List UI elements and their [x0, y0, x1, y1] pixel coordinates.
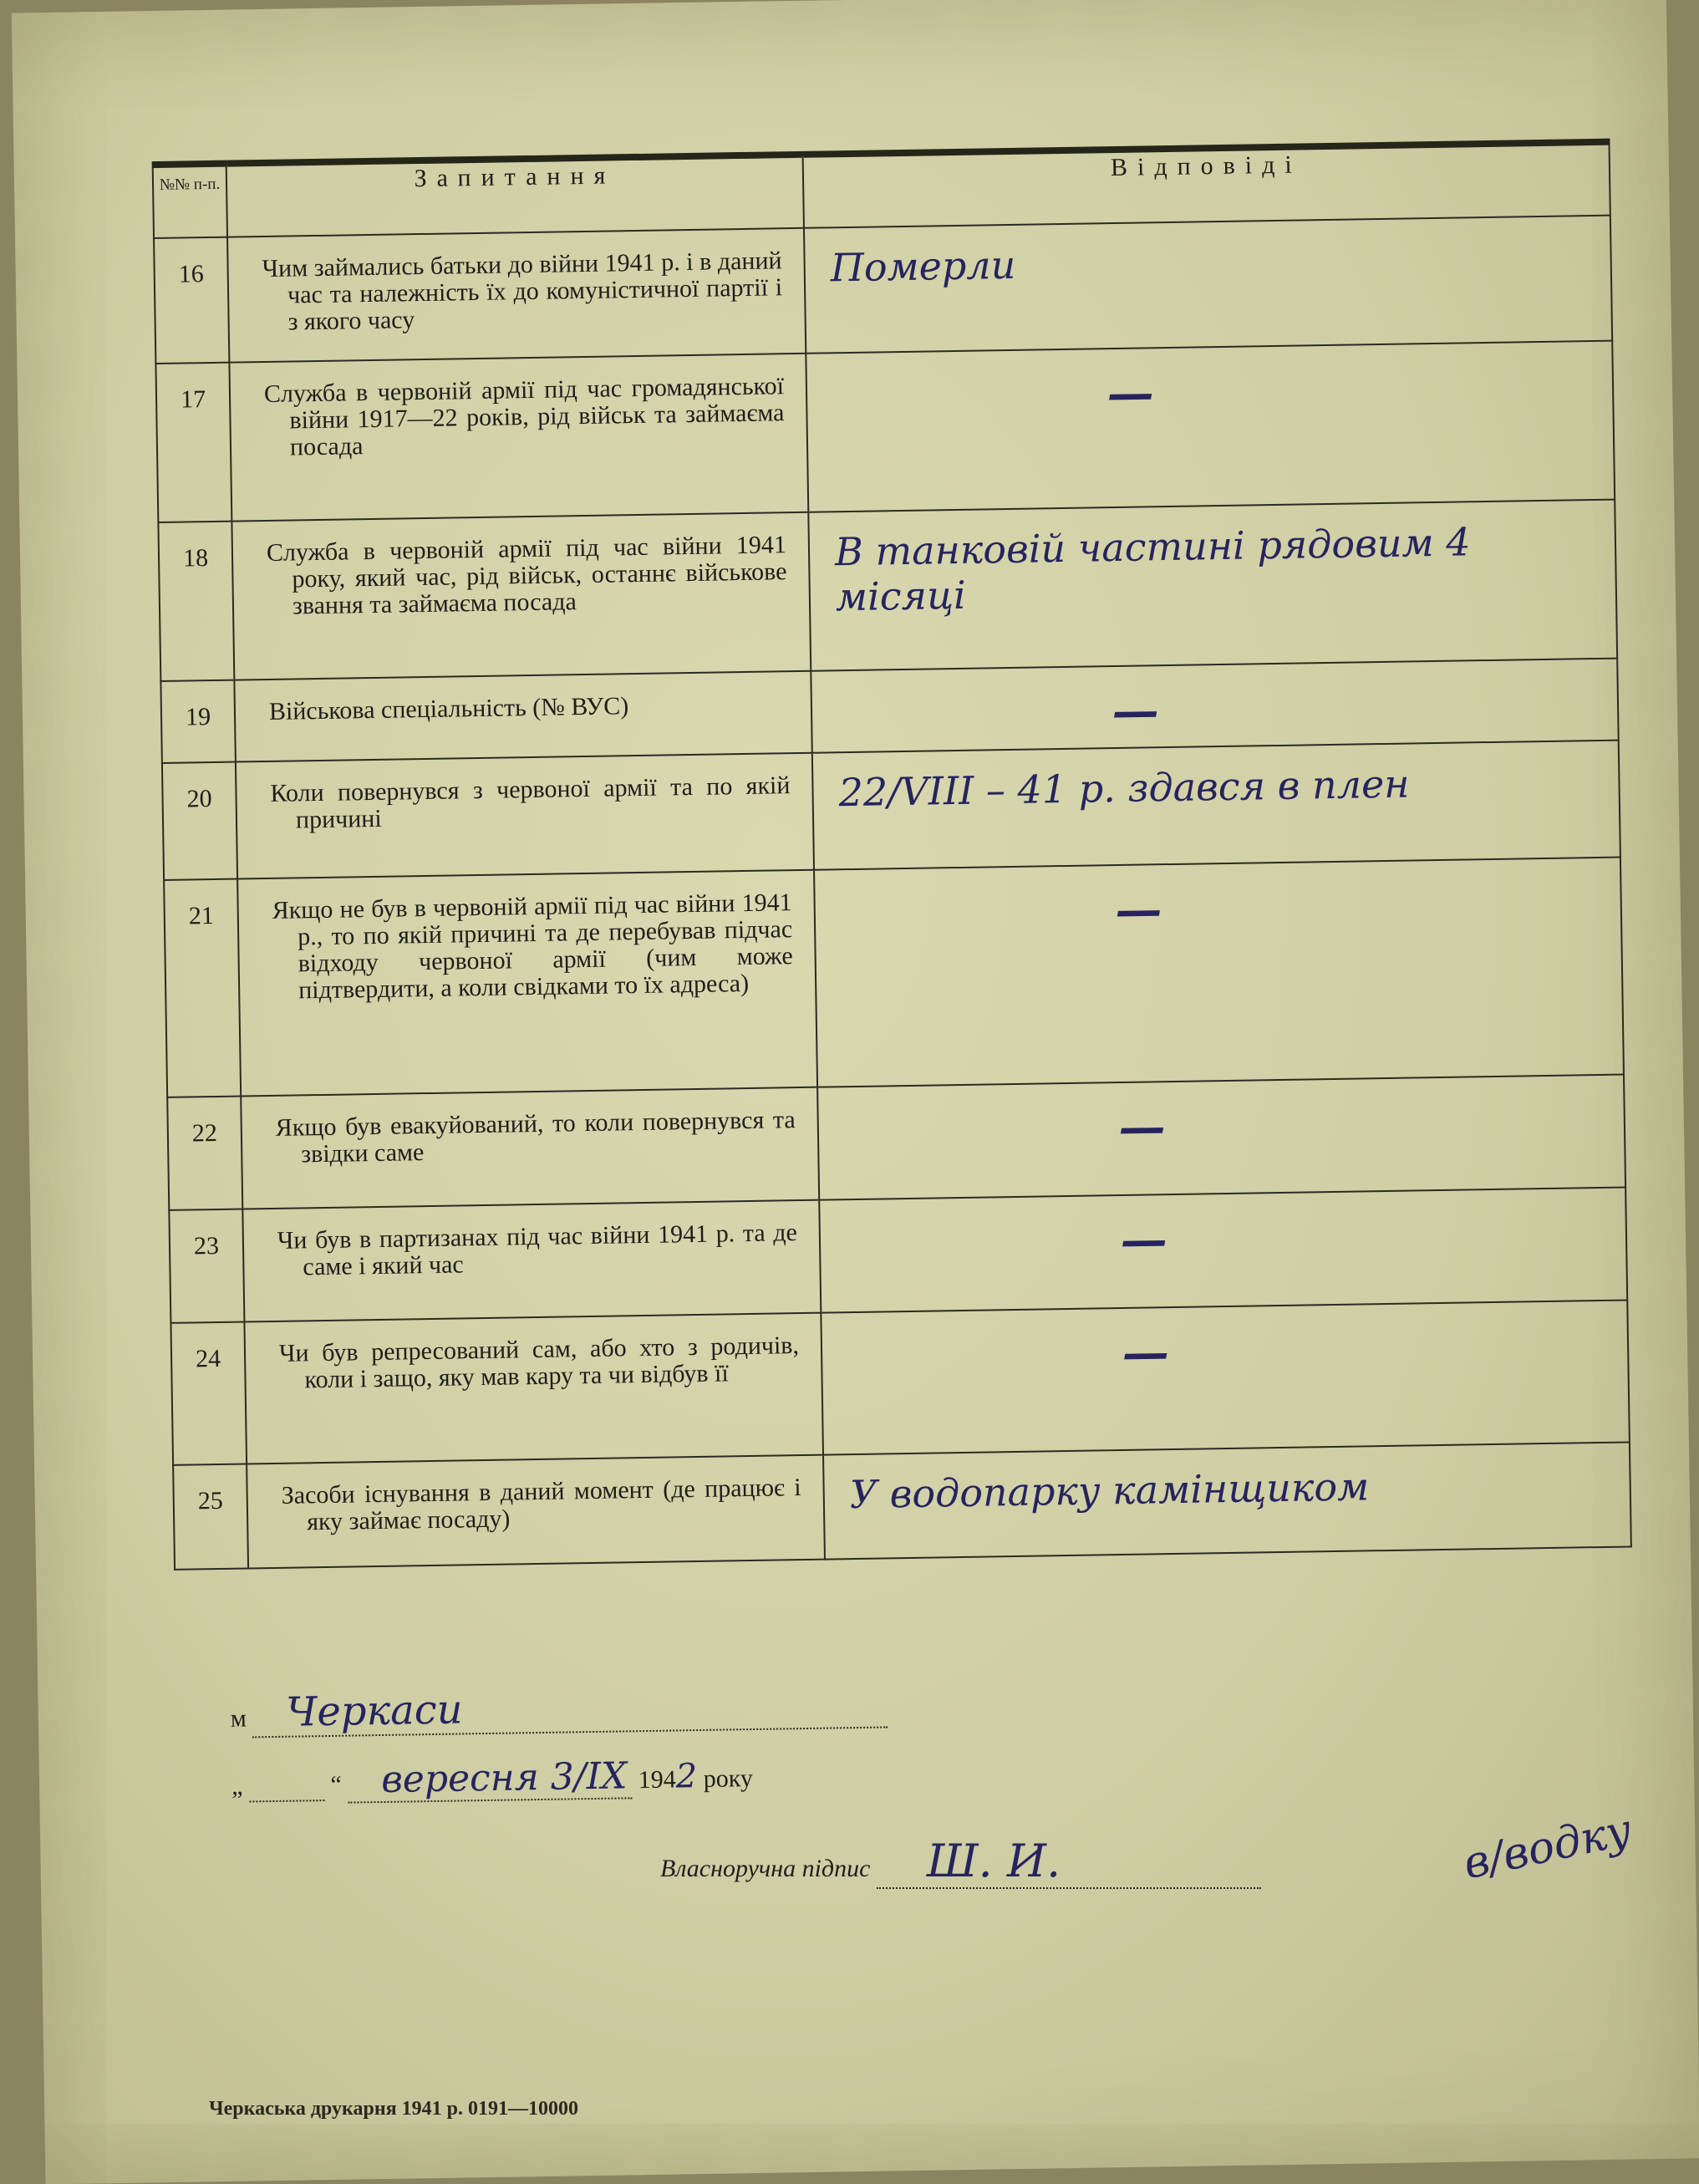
row-answer: —: [806, 341, 1615, 512]
side-handwritten-note: в/водку: [1458, 1805, 1636, 1890]
signature-label: Власноручна підпис: [660, 1855, 871, 1882]
row-number: 24: [170, 1321, 247, 1464]
row-question: Якщо не був в червоній армії під час війни 1941 р., то по якій причині та де перебував підчас відходу червоної армії (чим може підтвердити, а коли свідками то їх адреса): [237, 870, 817, 1097]
row-number: 20: [162, 762, 237, 880]
row-number: 22: [167, 1097, 242, 1210]
table-row: [155, 341, 1615, 522]
row-question: Засоби існування в даний момент (де працює і яку займає посаду): [247, 1455, 825, 1569]
table-row: [167, 1075, 1625, 1210]
row-answer: —: [817, 1075, 1625, 1200]
table-row: [169, 1188, 1627, 1323]
row-answer: 22/VIII – 41 р. здався в плен: [812, 741, 1620, 870]
questionnaire-table: [152, 139, 1632, 1571]
year-prefix: 194: [638, 1765, 677, 1795]
row-number: 19: [160, 680, 236, 763]
header-number: №№ п-п.: [153, 164, 227, 238]
table-row: [158, 500, 1617, 681]
row-question: Військова спеціальність (№ ВУС): [234, 671, 811, 762]
row-question: Служба в червоній армії під час війни 1941 року, який час, рід військ, останнє військове звання та займаєма посада: [231, 512, 811, 680]
row-question: Якщо був евакуйований, то коли повернувся та звідки саме: [241, 1087, 819, 1209]
row-question: Коли повернувся з червоної армії та по якій причині: [236, 753, 814, 879]
row-number: 17: [155, 363, 231, 522]
signature-field: [660, 1835, 1261, 1889]
year-suffix: року: [703, 1764, 754, 1793]
date-close-quote: “: [330, 1770, 343, 1799]
city-prefix: м: [230, 1704, 247, 1733]
signature-value: Ш. И.: [877, 1835, 1261, 1889]
row-answer: Померли: [804, 216, 1612, 354]
row-question: Служба в червоній армії під час громадянської війни 1917—22 років, рід військ та займаєма посада: [229, 354, 808, 522]
table-row: [154, 216, 1612, 364]
row-answer: —: [819, 1188, 1627, 1313]
date-blank: [249, 1771, 325, 1802]
row-answer: У водопарку камінщиком: [823, 1442, 1631, 1559]
row-number: 25: [173, 1464, 248, 1569]
row-number: 23: [169, 1209, 244, 1323]
table-row: [164, 858, 1624, 1097]
row-number: 18: [158, 522, 234, 681]
table-row: [173, 1442, 1631, 1569]
row-number: 16: [154, 237, 229, 364]
table-row: [162, 741, 1620, 880]
row-answer: —: [811, 659, 1618, 753]
row-question: Чим займались батьки до війни 1941 р. і в даний час та належність їх до комуністичної партії і з якого часу: [227, 228, 806, 363]
city-value: Черкаси: [252, 1679, 888, 1738]
row-answer: В танковій частині рядовим 4 місяці: [808, 500, 1617, 671]
city-field: [230, 1679, 888, 1738]
row-answer: —: [821, 1300, 1630, 1454]
date-field: [231, 1753, 754, 1805]
year-digit: 2: [675, 1757, 698, 1796]
header-answer: Відповіді: [803, 142, 1610, 228]
date-open-quote: „: [231, 1772, 243, 1800]
date-handwritten: вересня 3/IX: [348, 1754, 633, 1803]
table-row: [170, 1300, 1629, 1464]
row-question: Чи був репресований сам, або хто з родичів, коли і защо, яку мав кару та чи відбув її: [244, 1313, 823, 1464]
header-question: Запитання: [226, 155, 804, 237]
row-answer: —: [814, 858, 1624, 1087]
row-number: 21: [164, 879, 241, 1097]
row-question: Чи був в партизанах під час війни 1941 р. та де саме і який час: [242, 1200, 821, 1322]
printer-imprint: Черкаська друкарня 1941 р. 0191—10000: [209, 2098, 579, 2120]
